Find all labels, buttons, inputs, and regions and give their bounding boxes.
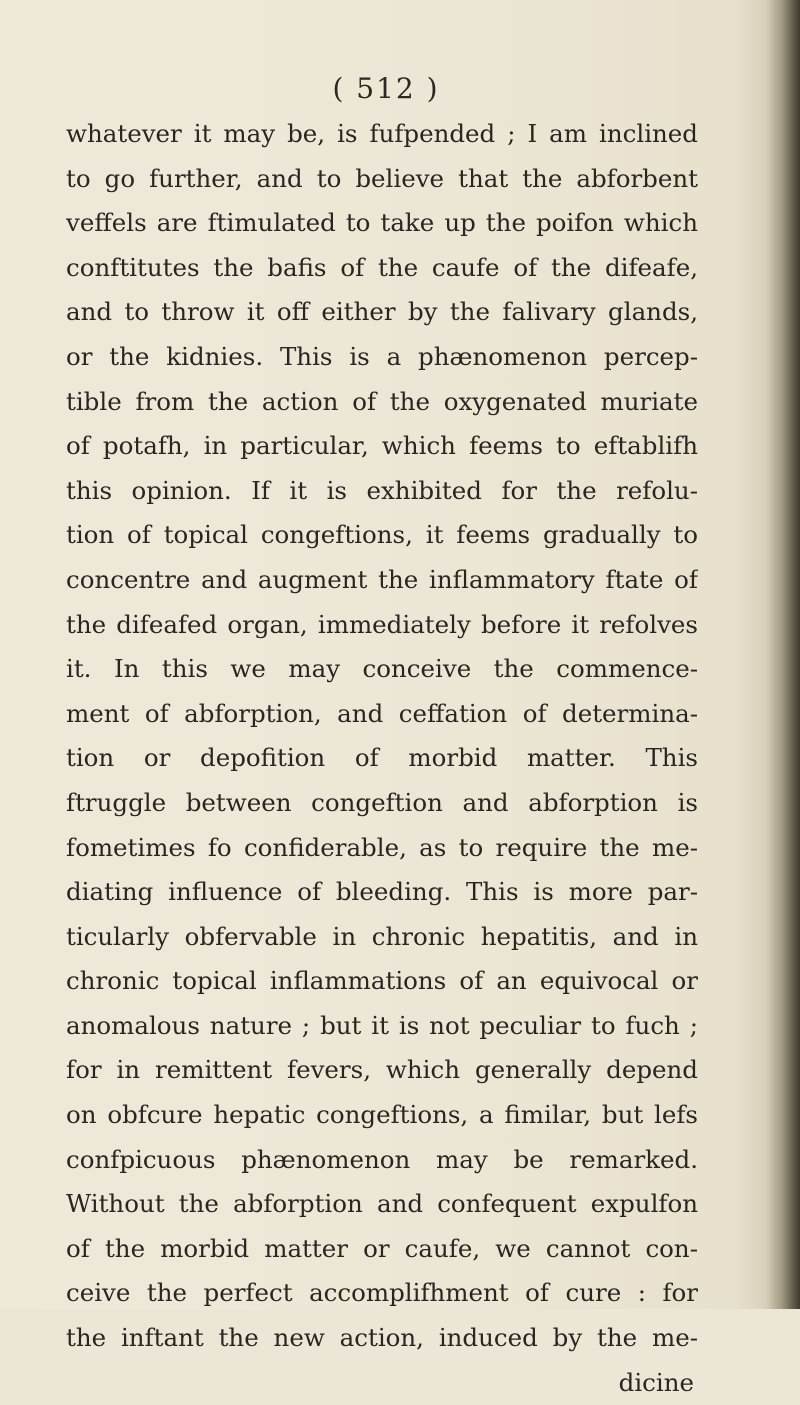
text-line-28: the inftant the new action, induced by the me- (66, 1323, 698, 1353)
text-line-26: of the morbid matter or caufe, we cannot con- (66, 1233, 698, 1263)
text-line-7: tible from the action of the oxygenated muriate (66, 386, 698, 416)
text-line-17: fometimes fo confiderable, as to require the me- (66, 832, 698, 862)
text-line-27: ceive the perfect accomplifhment of cure : for (66, 1278, 698, 1308)
text-line-20: chronic topical inflammations of an equivocal or (66, 966, 698, 996)
text-line-16: ftruggle between congeftion and abforption is (66, 787, 698, 817)
body-text (66, 112, 698, 1405)
text-line-5: and to throw it off either by the falivary glands, (66, 297, 698, 327)
text-line-12: the difeafed organ, immediately before it refolves (66, 609, 698, 639)
text-line-catchword: dicine (618, 1367, 694, 1397)
text-line-3: veffels are ftimulated to take up the poifon which (66, 208, 698, 238)
text-line-1: whatever it may be, is fufpended ; I am inclined (66, 119, 698, 148)
text-line-18: diating influence of bleeding. This is more par- (66, 877, 698, 907)
text-line-15: tion or depofition of morbid matter. This (66, 743, 698, 773)
text-line-19: ticularly obfervable in chronic hepatitis, and in (66, 921, 698, 951)
text-line-23: on obfcure hepatic congeftions, a fimilar, but lefs (66, 1100, 698, 1130)
text-line-22: for in remittent fevers, which generally depend (66, 1055, 698, 1085)
text-line-11: concentre and augment the inflammatory ftate of (66, 564, 698, 594)
page-binding-edge (766, 0, 800, 1309)
page-number: ( 512 ) (332, 72, 440, 105)
text-line-2: to go further, and to believe that the abforbent (66, 163, 698, 193)
text-line-13: it. In this we may conceive the commence- (66, 654, 698, 684)
text-line-8: of potafh, in particular, which feems to eftablifh (66, 431, 698, 461)
text-line-25: Without the abforption and confequent expulfon (66, 1189, 698, 1219)
text-line-24: confpicuous phænomenon may be remarked. (66, 1144, 698, 1174)
text-line-21: anomalous nature ; but it is not peculiar to fuch ; (66, 1010, 698, 1040)
text-line-6: or the kidnies. This is a phænomenon percep- (66, 341, 698, 371)
text-line-9: this opinion. If it is exhibited for the refolu- (66, 475, 698, 505)
text-line-4: conftitutes the bafis of the caufe of the difeafe, (66, 252, 698, 282)
text-line-14: ment of abforption, and ceffation of determina- (66, 698, 698, 728)
text-line-10: tion of topical congeftions, it feems gradually to (66, 520, 698, 550)
